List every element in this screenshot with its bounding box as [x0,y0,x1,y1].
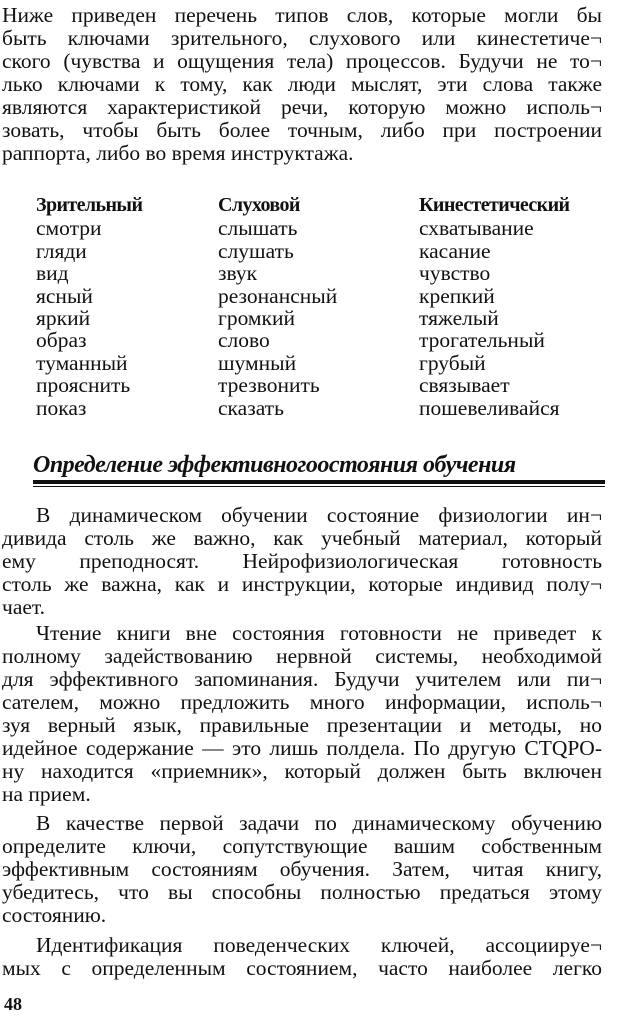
word: громкий [218,306,295,331]
body-line: сателем, можно предложить много информации, исполь¬ [2,690,602,714]
body-line: для эффективного запоминания. Будучи учителем или пи¬ [2,667,602,691]
intro-line: быть ключами зрительного, слухового или кинестетиче¬ [2,26,602,50]
body-line: ему преподносят. Нейрофизиологическая готовность [2,549,602,573]
body-line: состоянию. [2,903,107,927]
intro-line: лько ключами к тому, как люди мыслят, эти слова также [2,72,602,96]
word: яркий [36,306,91,331]
column-visual [36,194,142,419]
body-line: дивида столь же важно, как учебный материал, который [2,526,602,550]
body-line: Чтение книги вне состояния готовности не приведет к [36,621,602,645]
word: слушать [218,238,294,263]
word: тяжелый [419,306,499,331]
word: связывает [419,373,510,398]
heading-underline-thick [33,480,605,484]
word: резонансный [218,283,338,308]
word: сказать [218,395,284,420]
word: трогательный [419,328,545,353]
body-line: полному задействованию нервной системы, необходимой [2,644,602,668]
body-line: идейное содержание — это лишь полдела. По другую CTQPO- [2,736,602,760]
intro-line: являются характеристикой речи, которую можно исполь¬ [2,95,602,119]
word: грубый [419,350,486,375]
intro-line: ского (чувства и ощущения тела) процессов. Будучи не то¬ [2,49,602,73]
word: показ [36,395,87,420]
column-header: Слуховой [218,194,300,216]
word: пошевеливайся [419,395,560,420]
word: крепкий [419,283,495,308]
body-line: мых с определенным состоянием, часто наиболее легко [2,956,602,980]
body-line: эффективным состояниям обучения. Затем, читая книгу, [2,857,602,881]
column-auditory [218,194,337,419]
body-line: В качестве первой задачи по динамическому обучению [36,811,602,835]
heading-underline-thin [33,486,605,487]
body-line: чает. [2,595,46,619]
word: чувство [419,261,491,286]
section-heading: Определение эффективногоостояния обучения [33,452,516,478]
word: шумный [218,350,297,375]
body-line: определите ключи, сопутствующие вашим собственным [2,834,602,858]
word: смотри [36,216,102,241]
word: касание [419,238,491,263]
body-line: убедитесь, что вы способны полностью предаться этому [2,880,602,904]
word: слышать [218,216,298,241]
intro-line: раппорта, либо во время инструктажа. [2,141,354,165]
word: прояснить [36,373,131,398]
word: ясный [36,283,93,308]
word: вид [36,261,69,286]
word: образ [36,328,87,353]
word: гляди [36,238,87,263]
body-line: Идентификация поведенческих ключей, ассоциируе¬ [36,933,602,957]
intro-line: Ниже приведен перечень типов слов, которые могли бы [2,3,602,27]
column-header: Кинестетический [419,194,570,216]
page-number: 48 [4,994,22,1014]
column-header: Зрительный [36,194,143,216]
body-line: В динамическом обучении состояние физиологии ин¬ [36,503,602,527]
body-line: столь же важна, как и инструкции, которые индивид полу¬ [2,572,602,596]
body-line: на прием. [2,782,91,806]
word: звук [218,261,258,286]
word: слово [218,328,270,353]
word: схватывание [419,216,534,241]
body-line: ну находится «приемник», который должен быть включен [2,759,602,783]
body-line: зуя верный язык, правильные презентации и методы, но [2,713,602,737]
intro-line: зовать, чтобы быть более точным, либо при построении [2,118,602,142]
word: трезвонить [218,373,320,398]
word: туманный [36,350,128,375]
column-kinesthetic [419,194,569,419]
